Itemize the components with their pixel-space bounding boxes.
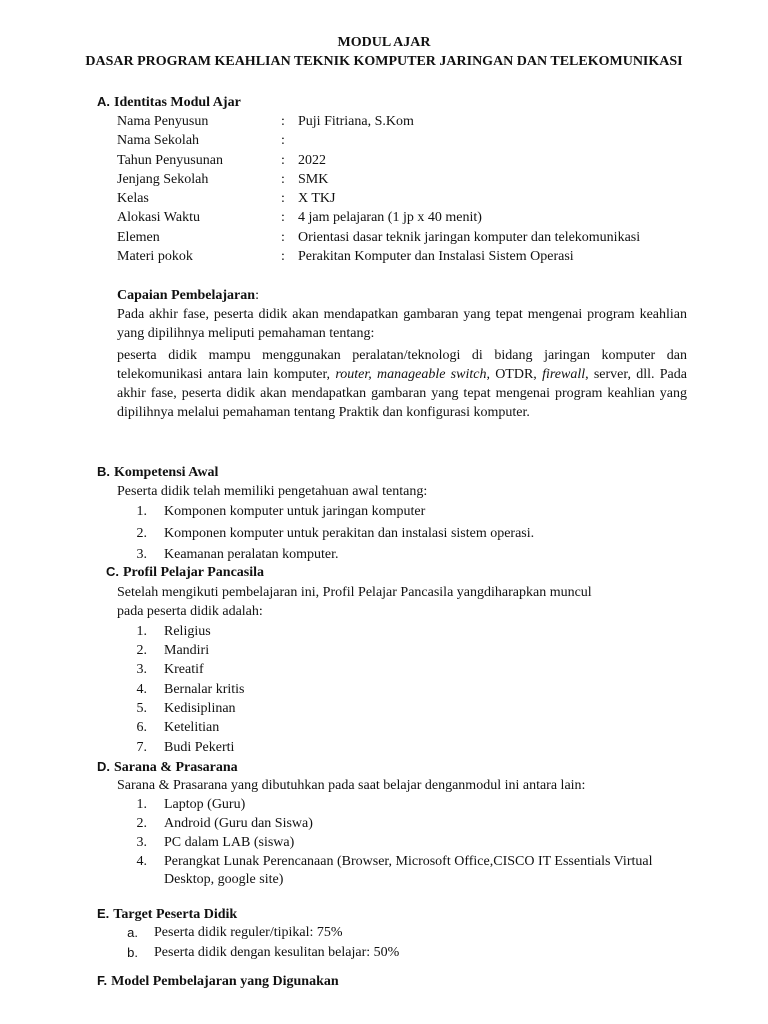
list-item: Budi Pekerti bbox=[164, 740, 235, 755]
list-number: 3. bbox=[136, 662, 147, 677]
capaian-heading bbox=[117, 286, 259, 305]
list-number: 7. bbox=[136, 740, 147, 755]
section-c-title: Profil Pelajar Pancasila bbox=[123, 565, 265, 580]
identity-label: Jenjang Sekolah bbox=[117, 172, 209, 187]
identity-label: Tahun Penyusunan bbox=[117, 153, 223, 168]
capaian-p2-firewall: firewall bbox=[542, 367, 586, 382]
list-letter: a. bbox=[127, 925, 138, 940]
section-a-heading bbox=[97, 92, 241, 112]
identity-value: SMK bbox=[298, 172, 329, 187]
identity-value: Perakitan Komputer dan Instalasi Sistem Operasi bbox=[298, 249, 574, 264]
section-f-title: Model Pembelajaran yang Digunakan bbox=[111, 974, 339, 989]
identity-colon: : bbox=[281, 153, 285, 168]
identity-colon: : bbox=[281, 230, 285, 245]
section-e-title: Target Peserta Didik bbox=[113, 907, 238, 922]
list-item: Mandiri bbox=[164, 643, 210, 658]
list-item: Laptop (Guru) bbox=[164, 797, 246, 812]
identity-colon: : bbox=[281, 249, 285, 264]
section-b-title: Kompetensi Awal bbox=[114, 465, 219, 480]
section-d-letter: D. bbox=[97, 759, 110, 774]
identity-value: X TKJ bbox=[298, 191, 336, 206]
list-number: 4. bbox=[136, 854, 147, 869]
identity-colon: : bbox=[281, 210, 285, 225]
identity-colon: : bbox=[281, 191, 285, 206]
list-letter: b. bbox=[127, 945, 138, 960]
list-number: 2. bbox=[136, 526, 147, 541]
list-number: 1. bbox=[136, 797, 147, 812]
identity-value: Puji Fitriana, S.Kom bbox=[298, 114, 414, 129]
list-number: 2. bbox=[136, 816, 147, 831]
section-e-letter: E. bbox=[97, 906, 110, 921]
identity-colon: : bbox=[281, 133, 285, 148]
identity-label: Elemen bbox=[117, 230, 160, 245]
identity-colon: : bbox=[281, 172, 285, 187]
section-b-intro: Peserta didik telah memiliki pengetahuan awal tentang: bbox=[117, 484, 428, 499]
section-a-letter: A. bbox=[97, 94, 110, 109]
identity-colon: : bbox=[281, 114, 285, 129]
list-item-continuation: Desktop, google site) bbox=[164, 872, 284, 887]
capaian-p2-part2: , OTDR, bbox=[486, 367, 543, 382]
capaian-p2-part1: peserta didik mampu menggunakan peralatan/teknologi di bidang jaringan komputer dan telekomunikasi antara lain komputer, bbox=[117, 348, 687, 382]
list-item: Religius bbox=[164, 624, 211, 639]
document-subtitle: DASAR PROGRAM KEAHLIAN TEKNIK KOMPUTER JARINGAN DAN TELEKOMUNIKASI bbox=[85, 54, 683, 69]
list-item: Kedisiplinan bbox=[164, 701, 236, 716]
list-item: Perangkat Lunak Perencanaan (Browser, Microsoft Office,CISCO IT Essentials Virtual bbox=[164, 854, 653, 869]
list-item: Ketelitian bbox=[164, 720, 220, 735]
list-number: 4. bbox=[136, 682, 147, 697]
list-number: 5. bbox=[136, 701, 147, 716]
list-item: Peserta didik dengan kesulitan belajar: 50% bbox=[154, 945, 400, 960]
list-item: Android (Guru dan Siswa) bbox=[164, 816, 313, 831]
section-d-heading bbox=[97, 757, 238, 777]
section-c-heading bbox=[106, 562, 264, 582]
section-d-intro: Sarana & Prasarana yang dibutuhkan pada saat belajar denganmodul ini antara lain: bbox=[117, 778, 586, 793]
section-c-letter: C. bbox=[106, 564, 119, 579]
document-title: MODUL AJAR bbox=[337, 35, 431, 50]
capaian-heading-label: Capaian Pembelajaran bbox=[117, 288, 256, 303]
capaian-paragraph-1: Pada akhir fase, peserta didik akan mendapatkan gambaran yang tepat mengenai program keahlian yang dipilihnya meliputi pemahaman tentang: bbox=[117, 307, 687, 341]
section-b-heading bbox=[97, 462, 218, 482]
identity-label: Nama Sekolah bbox=[117, 133, 200, 148]
list-item: Komponen komputer untuk jaringan komputer bbox=[164, 504, 426, 519]
identity-value: 4 jam pelajaran (1 jp x 40 menit) bbox=[298, 210, 482, 225]
identity-label: Materi pokok bbox=[117, 249, 193, 264]
list-item: Peserta didik reguler/tipikal: 75% bbox=[154, 925, 343, 940]
list-item: PC dalam LAB (siswa) bbox=[164, 835, 295, 850]
capaian-heading-colon: : bbox=[255, 288, 259, 303]
list-item: Keamanan peralatan komputer. bbox=[164, 547, 339, 562]
identity-value: Orientasi dasar teknik jaringan komputer dan telekomunikasi bbox=[298, 230, 641, 245]
list-number: 6. bbox=[136, 720, 147, 735]
identity-value: 2022 bbox=[298, 153, 326, 168]
list-item: Kreatif bbox=[164, 662, 204, 677]
identity-label: Kelas bbox=[117, 191, 149, 206]
list-number: 3. bbox=[136, 835, 147, 850]
section-b-letter: B. bbox=[97, 464, 110, 479]
section-a-title: Identitas Modul Ajar bbox=[114, 95, 241, 110]
section-d-title: Sarana & Prasarana bbox=[114, 760, 238, 775]
identity-label: Nama Penyusun bbox=[117, 114, 209, 129]
section-f-letter: F. bbox=[97, 973, 108, 988]
section-f-heading bbox=[97, 971, 339, 991]
list-number: 3. bbox=[136, 547, 147, 562]
section-e-heading bbox=[97, 904, 237, 924]
list-number: 1. bbox=[136, 624, 147, 639]
list-number: 1. bbox=[136, 504, 147, 519]
section-c-intro-line1: Setelah mengikuti pembelajaran ini, Profil Pelajar Pancasila yangdiharapkan muncul bbox=[117, 585, 592, 600]
list-item: Bernalar kritis bbox=[164, 682, 245, 697]
identity-label: Alokasi Waktu bbox=[117, 210, 200, 225]
capaian-paragraph-2 bbox=[117, 346, 687, 422]
section-c-intro-line2: pada peserta didik adalah: bbox=[117, 604, 263, 619]
list-item: Komponen komputer untuk perakitan dan instalasi sistem operasi. bbox=[164, 526, 535, 541]
capaian-p2-part3: , server, dll. Pada akhir fase, peserta didik akan mendapatkan gambaran yang tepat mengenai program keahlian yang dipilihnya melalui pemahaman tentang Praktik dan konfigurasi komputer. bbox=[117, 367, 687, 420]
capaian-p2-router: router, manageable switch bbox=[335, 367, 487, 382]
list-number: 2. bbox=[136, 643, 147, 658]
